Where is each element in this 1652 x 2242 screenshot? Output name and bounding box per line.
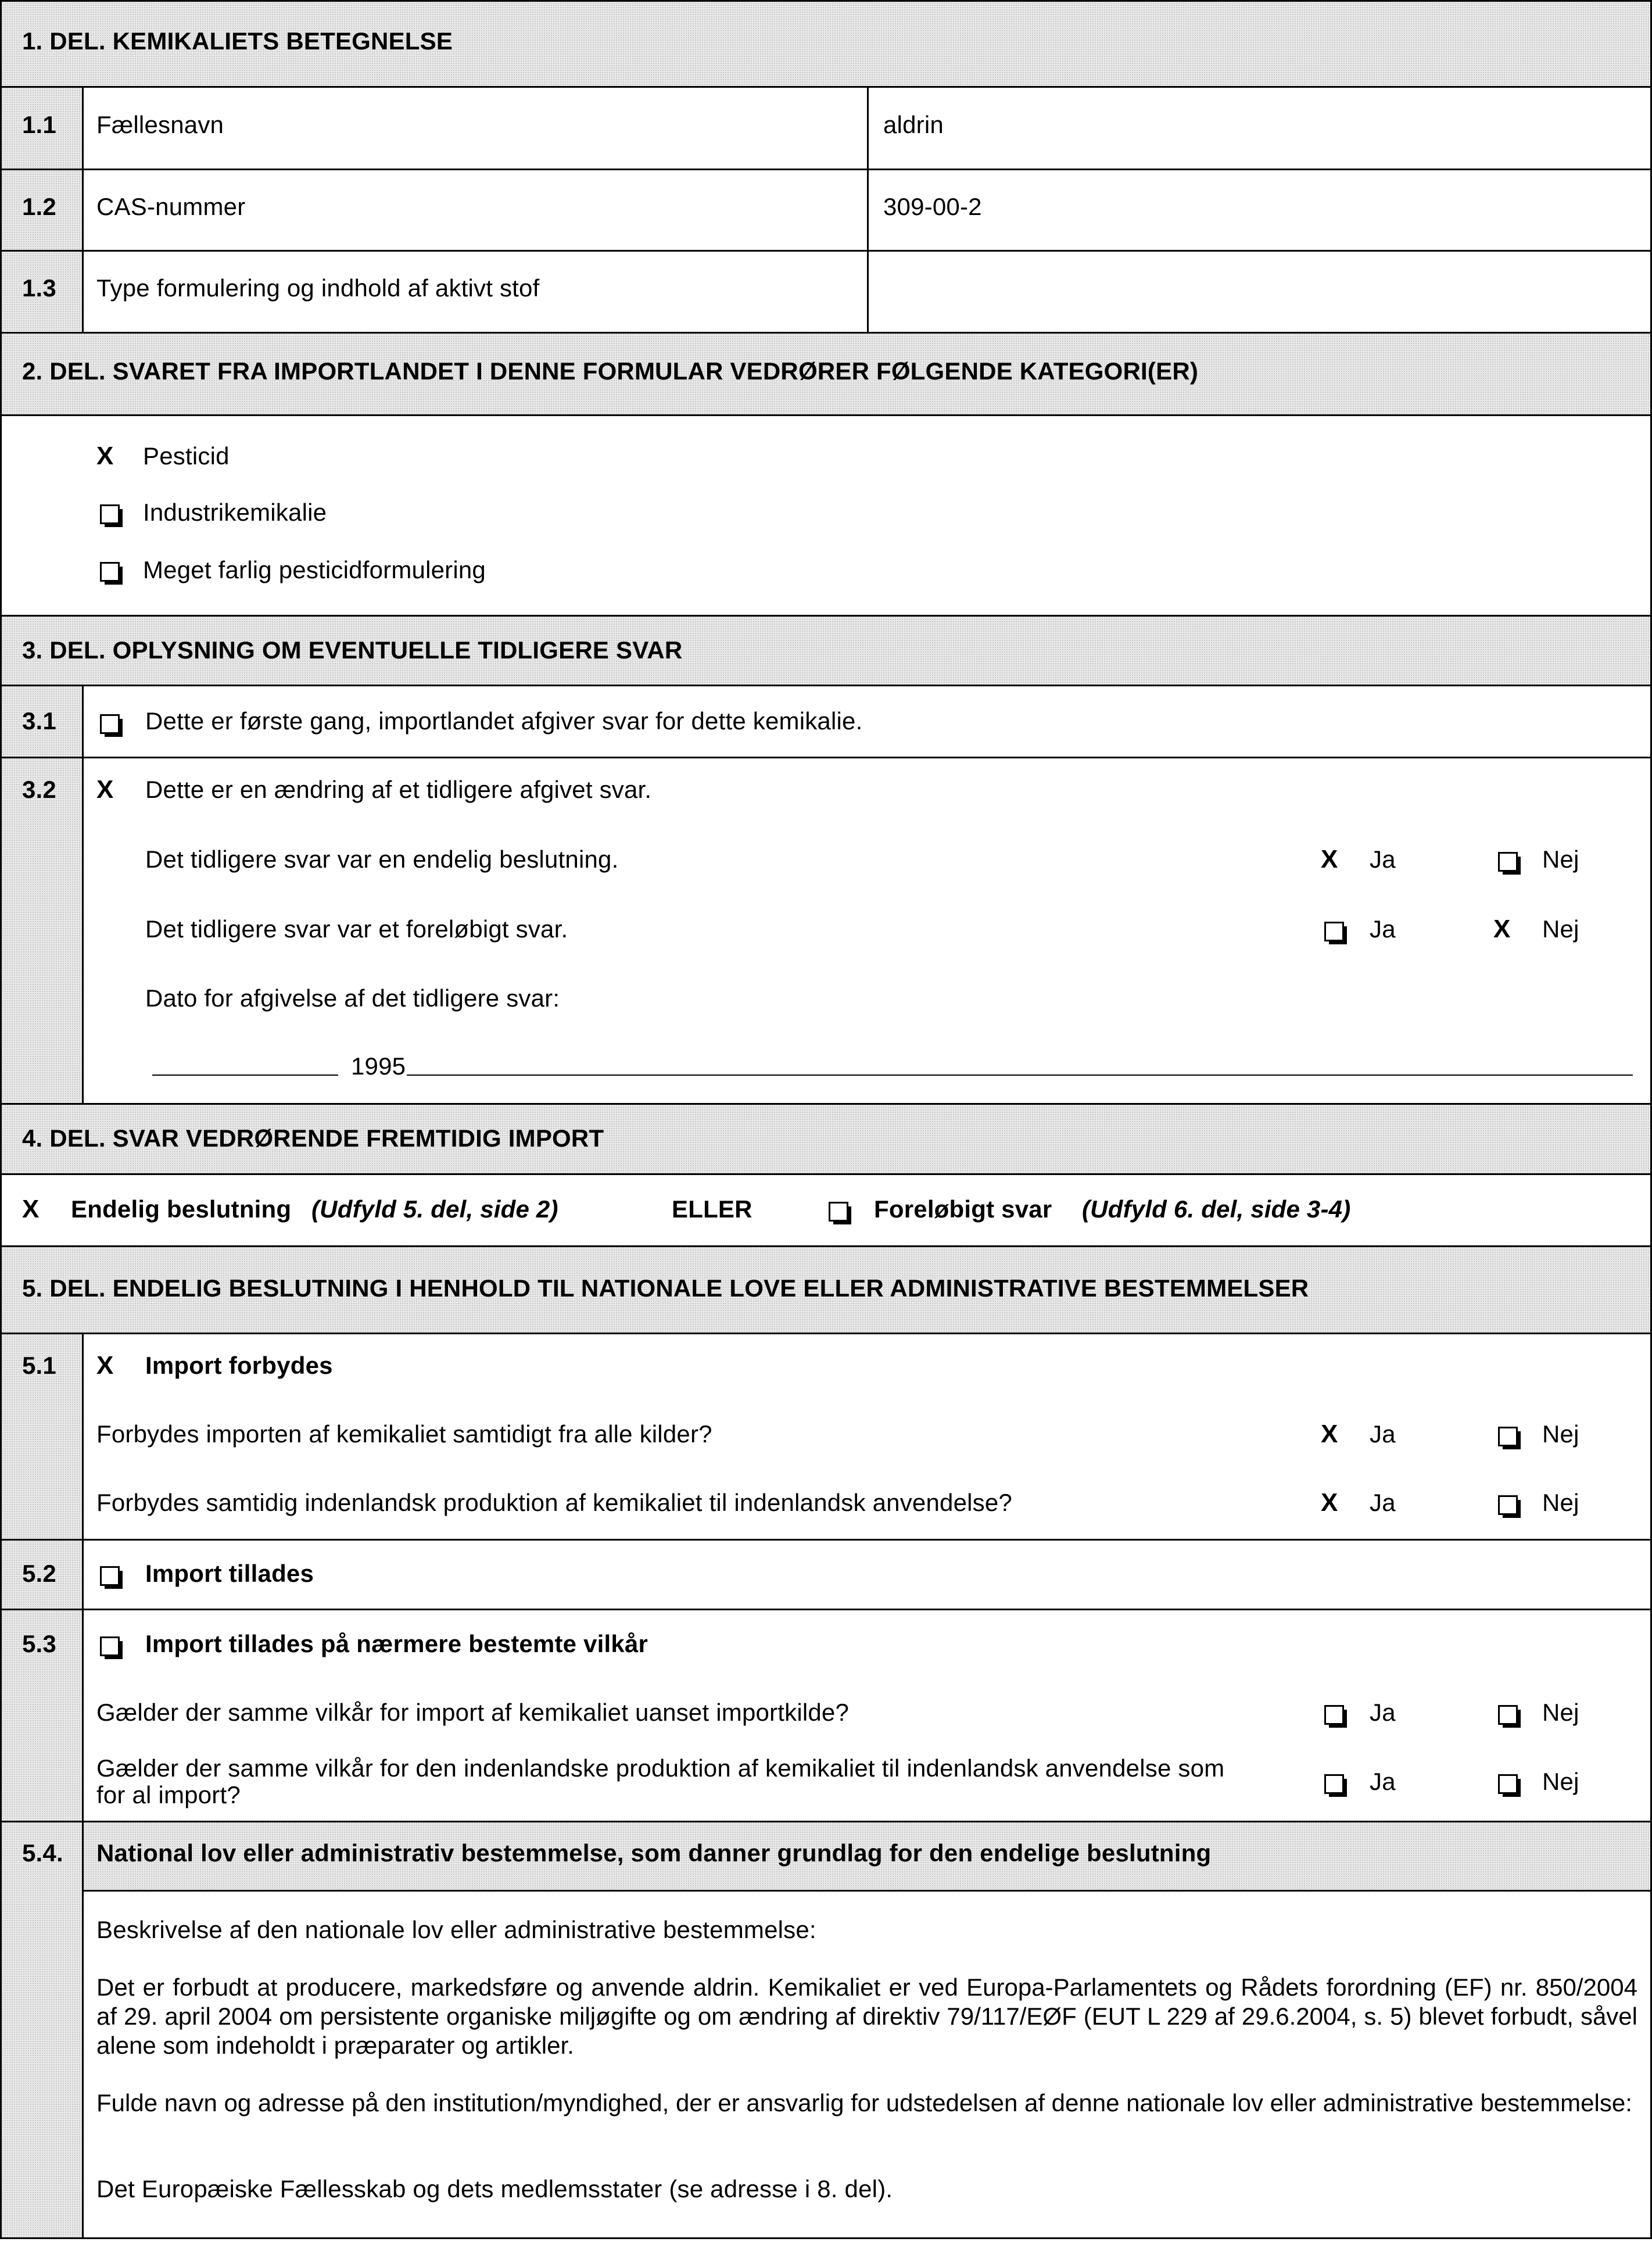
pesticid-checkbox-mark[interactable]: X [96, 442, 114, 470]
previous-final-nej-label: Nej [1542, 846, 1579, 873]
previous-date-label: Dato for afgivelse af det tidligere svar: [145, 984, 560, 1012]
same-conditions-domestic-nej-label: Nej [1542, 1768, 1579, 1795]
num-col-divider [82, 685, 84, 1104]
previous-interim-nej-label: Nej [1542, 915, 1579, 943]
common-name-label: Fællesnavn [96, 111, 224, 138]
rule [0, 757, 1652, 758]
ban-all-sources-ja-mark[interactable]: X [1321, 1420, 1338, 1448]
rule [0, 1821, 1652, 1822]
rule [0, 332, 1652, 334]
previous-date-value: 1995 [351, 1052, 406, 1080]
pesticidformulering-label: Meget farlig pesticidformulering [143, 556, 486, 583]
cas-number-value: 309-00-2 [883, 193, 982, 220]
import-allowed-label: Import tillades [145, 1560, 314, 1587]
previous-final-question: Det tidligere svar var en endelig beslutning. [145, 846, 619, 873]
border-bottom [0, 2237, 1652, 2239]
interim-response-note: (Udfyld 6. del, side 3-4) [1082, 1195, 1351, 1223]
final-decision-checkbox-mark[interactable]: X [22, 1195, 40, 1223]
same-conditions-domestic-question-line1: Gælder der samme vilkår for den indenlandske produktion af kemikaliet til indenlandsk anvendelse som [96, 1754, 1225, 1782]
law-description-label: Beskrivelse af den nationale lov eller administrative bestemmelse: [96, 1916, 816, 1943]
industrikemikalie-checkbox[interactable] [100, 504, 120, 524]
part2-header: 2. DEL. SVARET FRA IMPORTLANDET I DENNE FORMULAR VEDRØRER FØLGENDE KATEGORI(ER) [22, 357, 1199, 385]
final-decision-note: (Udfyld 5. del, side 2) [311, 1195, 558, 1223]
ban-domestic-ja-mark[interactable]: X [1321, 1488, 1338, 1517]
interim-response-label: Foreløbigt svar [874, 1195, 1052, 1223]
date-blank-line [407, 1075, 1633, 1076]
num-col-divider [82, 1333, 84, 2239]
formulation-label: Type formulering og indhold af aktivt stof [96, 274, 540, 302]
row-num-1-1: 1.1 [22, 111, 56, 138]
part1-header: 1. DEL. KEMIKALIETS BETEGNELSE [22, 27, 453, 55]
ban-domestic-question: Forbydes samtidig indenlandsk produktion af kemikaliet til indenlandsk anvendelse? [96, 1489, 1012, 1516]
first-response-label: Dette er første gang, importlandet afgiver svar for dette kemikalie. [145, 707, 863, 735]
import-conditional-label: Import tillades på nærmere bestemte vilkår [145, 1630, 648, 1657]
value-col-divider [867, 86, 869, 332]
same-conditions-domestic-question-line2: for al import? [96, 1781, 241, 1808]
industrikemikalie-label: Industrikemikalie [143, 499, 327, 526]
border-left [0, 0, 2, 2239]
same-conditions-ja-label: Ja [1370, 1699, 1396, 1726]
previous-final-nej-checkbox[interactable] [1498, 852, 1518, 872]
same-conditions-nej-checkbox[interactable] [1498, 1705, 1518, 1725]
num-col-divider [82, 86, 84, 332]
row-num-3-1: 3.1 [22, 707, 56, 735]
rule [0, 1333, 1652, 1334]
rule [0, 250, 1652, 252]
ban-all-sources-question: Forbydes importen af kemikaliet samtidigt fra alle kilder? [96, 1420, 712, 1448]
rule [0, 1609, 1652, 1610]
rule [0, 1173, 1652, 1175]
import-allowed-checkbox[interactable] [100, 1566, 120, 1586]
same-conditions-question: Gælder der samme vilkår for import af kemikaliet uanset importkilde? [96, 1699, 850, 1726]
rule [0, 685, 1652, 686]
ban-domestic-ja-label: Ja [1370, 1489, 1396, 1516]
part5-header: 5. DEL. ENDELIG BESLUTNING I HENHOLD TIL NATIONALE LOVE ELLER ADMINISTRATIVE BESTEMMELSER [22, 1274, 1309, 1302]
date-blank-line [152, 1075, 338, 1076]
ban-all-sources-nej-label: Nej [1542, 1420, 1579, 1448]
previous-interim-nej-mark[interactable]: X [1493, 915, 1511, 943]
previous-interim-ja-label: Ja [1370, 915, 1396, 943]
rule [0, 1245, 1652, 1247]
part4-header: 4. DEL. SVAR VEDRØRENDE FREMTIDIG IMPORT [22, 1124, 604, 1152]
import-banned-checkbox-mark[interactable]: X [96, 1351, 114, 1380]
institution-value: Det Europæiske Fællesskab og dets medlemsstater (se adresse i 8. del). [96, 2175, 893, 2202]
rule [0, 414, 1652, 416]
row-num-5-2: 5.2 [22, 1560, 56, 1587]
institution-label: Fulde navn og adresse på den institution/myndighed, der er ansvarlig for udstedelsen af denne nationale lov eller administrative bestemmelse: [96, 2089, 1632, 2116]
row-num-1-3: 1.3 [22, 274, 56, 302]
rule [0, 86, 1652, 88]
border-top [0, 0, 1652, 2]
ban-domestic-nej-label: Nej [1542, 1489, 1579, 1516]
same-conditions-domestic-ja-checkbox[interactable] [1324, 1774, 1344, 1794]
interim-response-checkbox[interactable] [829, 1202, 848, 1222]
previous-interim-ja-checkbox[interactable] [1324, 922, 1344, 941]
row-num-5-1: 5.1 [22, 1352, 56, 1379]
part3-header: 3. DEL. OPLYSNING OM EVENTUELLE TIDLIGERE SVAR [22, 636, 683, 664]
ban-all-sources-ja-label: Ja [1370, 1420, 1396, 1448]
ban-all-sources-nej-checkbox[interactable] [1498, 1427, 1518, 1446]
change-response-checkbox-mark[interactable]: X [96, 775, 114, 804]
rule [83, 1890, 1652, 1892]
law-description-text: Det er forbudt at producere, markedsføre og anvende aldrin. Kemikaliet er ved Europa-Parlamentets og Rådets forordning (EF) nr. 850/2004 af 29. april 2004 om persistente organiske miljøgifte og om ændring af direktiv 79/117/EØF (EUT L 229 af 29.6.2004, s. 5) blevet forbudt, såvel alene som indeholdt i præparater og artikler. [96, 1974, 1637, 2059]
same-conditions-domestic-ja-label: Ja [1370, 1768, 1396, 1795]
same-conditions-nej-label: Nej [1542, 1699, 1579, 1726]
first-response-checkbox[interactable] [100, 714, 120, 734]
pesticidformulering-checkbox[interactable] [100, 562, 120, 582]
rule [0, 1103, 1652, 1105]
num-col-bg-part5 [2, 1334, 83, 2237]
rule [0, 615, 1652, 617]
pesticid-label: Pesticid [143, 442, 230, 470]
rule [0, 1539, 1652, 1541]
ban-domestic-nej-checkbox[interactable] [1498, 1495, 1518, 1515]
previous-final-ja-mark[interactable]: X [1321, 845, 1338, 873]
same-conditions-ja-checkbox[interactable] [1324, 1705, 1344, 1725]
cas-number-label: CAS-nummer [96, 193, 246, 220]
num-col-bg-part3 [2, 686, 83, 1104]
previous-interim-question: Det tidligere svar var et foreløbigt svar. [145, 915, 568, 943]
change-response-label: Dette er en ændring af et tidligere afgivet svar. [145, 776, 652, 803]
rule [0, 169, 1652, 170]
national-law-title: National lov eller administrativ bestemmelse, som danner grundlag for den endelige beslutning [96, 1839, 1212, 1867]
or-label: ELLER [672, 1195, 752, 1223]
row-num-1-2: 1.2 [22, 193, 56, 220]
same-conditions-domestic-nej-checkbox[interactable] [1498, 1774, 1518, 1794]
row-num-5-4: 5.4. [22, 1839, 63, 1867]
import-banned-label: Import forbydes [145, 1352, 333, 1379]
final-decision-label: Endelig beslutning [71, 1195, 292, 1223]
row-num-3-2: 3.2 [22, 776, 56, 803]
import-conditional-checkbox[interactable] [100, 1636, 120, 1656]
common-name-value: aldrin [883, 111, 944, 138]
previous-final-ja-label: Ja [1370, 846, 1396, 873]
row-num-5-3: 5.3 [22, 1630, 56, 1657]
